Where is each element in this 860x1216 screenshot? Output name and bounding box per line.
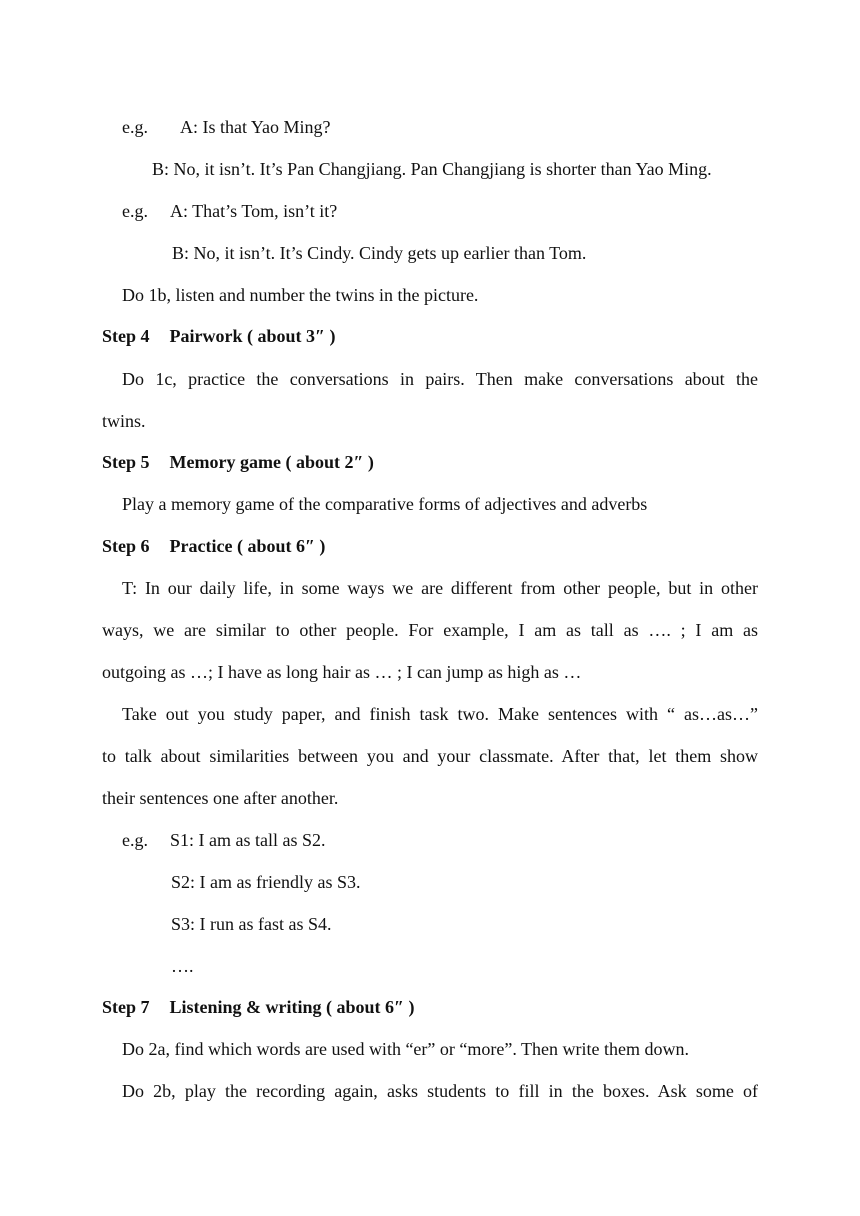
step-heading [102, 325, 335, 347]
step-label: Step 4 [102, 326, 150, 346]
paragraph-line [102, 787, 338, 809]
paragraph-text: Do 1b, listen and number the twins in the picture. [122, 285, 479, 305]
step-title: Practice ( about 6″ ) [169, 536, 326, 556]
example-text: S2: I am as friendly as S3. [171, 872, 361, 892]
step-title: Listening & writing ( about 6″ ) [169, 997, 415, 1017]
step-title: Pairwork ( about 3″ ) [169, 326, 336, 346]
example-text: B: No, it isn’t. It’s Cindy. Cindy gets up earlier than Tom. [172, 243, 587, 263]
paragraph-line [102, 410, 146, 432]
eg-prefix: e.g. [122, 201, 148, 221]
step-heading [102, 535, 325, 557]
paragraph-text: Do 1c, practice the conversations in pairs. Then make conversations about the [122, 369, 758, 389]
paragraph-line [122, 368, 758, 390]
paragraph-line [122, 1080, 758, 1102]
paragraph-text: twins. [102, 411, 146, 431]
example-text: A: Is that Yao Ming? [180, 117, 331, 137]
example-text: S1: I am as tall as S2. [170, 830, 326, 850]
step-label: Step 5 [102, 452, 150, 472]
example-line [171, 871, 360, 893]
paragraph-text: outgoing as …; I have as long hair as … ; I can jump as high as … [102, 662, 582, 682]
example-line [122, 116, 331, 138]
paragraph-line [122, 493, 647, 515]
paragraph-line [122, 1038, 689, 1060]
example-line [152, 158, 712, 180]
example-line [171, 955, 194, 977]
example-line [171, 913, 332, 935]
eg-prefix: e.g. [122, 117, 148, 137]
paragraph-line [102, 619, 758, 641]
paragraph-text: T: In our daily life, in some ways we are different from other people, but in other [122, 578, 758, 598]
paragraph-text: Play a memory game of the comparative forms of adjectives and adverbs [122, 494, 648, 514]
example-line [122, 200, 337, 222]
paragraph-line [102, 745, 758, 767]
paragraph-text: ways, we are similar to other people. For example, I am as tall as …. ; I am as [102, 620, 758, 640]
paragraph-text: their sentences one after another. [102, 788, 339, 808]
paragraph-line [102, 661, 581, 683]
paragraph-text: Take out you study paper, and finish task two. Make sentences with “ as…as…” [122, 704, 758, 724]
paragraph-text: Do 2b, play the recording again, asks students to fill in the boxes. Ask some of [122, 1081, 758, 1101]
paragraph-line [122, 577, 758, 599]
example-line [122, 829, 326, 851]
step-label: Step 6 [102, 536, 150, 556]
paragraph-line [122, 284, 478, 306]
step-label: Step 7 [102, 997, 150, 1017]
example-text: …. [171, 956, 194, 976]
example-line [172, 242, 586, 264]
example-text: B: No, it isn’t. It’s Pan Changjiang. Pan Changjiang is shorter than Yao Ming. [152, 159, 712, 179]
paragraph-text: Do 2a, find which words are used with “er” or “more”. Then write them down. [122, 1039, 689, 1059]
eg-prefix: e.g. [122, 830, 148, 850]
paragraph-line [122, 703, 758, 725]
paragraph-text: to talk about similarities between you and your classmate. After that, let them show [102, 746, 758, 766]
step-heading [102, 451, 374, 473]
step-title: Memory game ( about 2″ ) [169, 452, 374, 472]
step-heading [102, 996, 414, 1018]
example-text: A: That’s Tom, isn’t it? [170, 201, 338, 221]
example-text: S3: I run as fast as S4. [171, 914, 332, 934]
